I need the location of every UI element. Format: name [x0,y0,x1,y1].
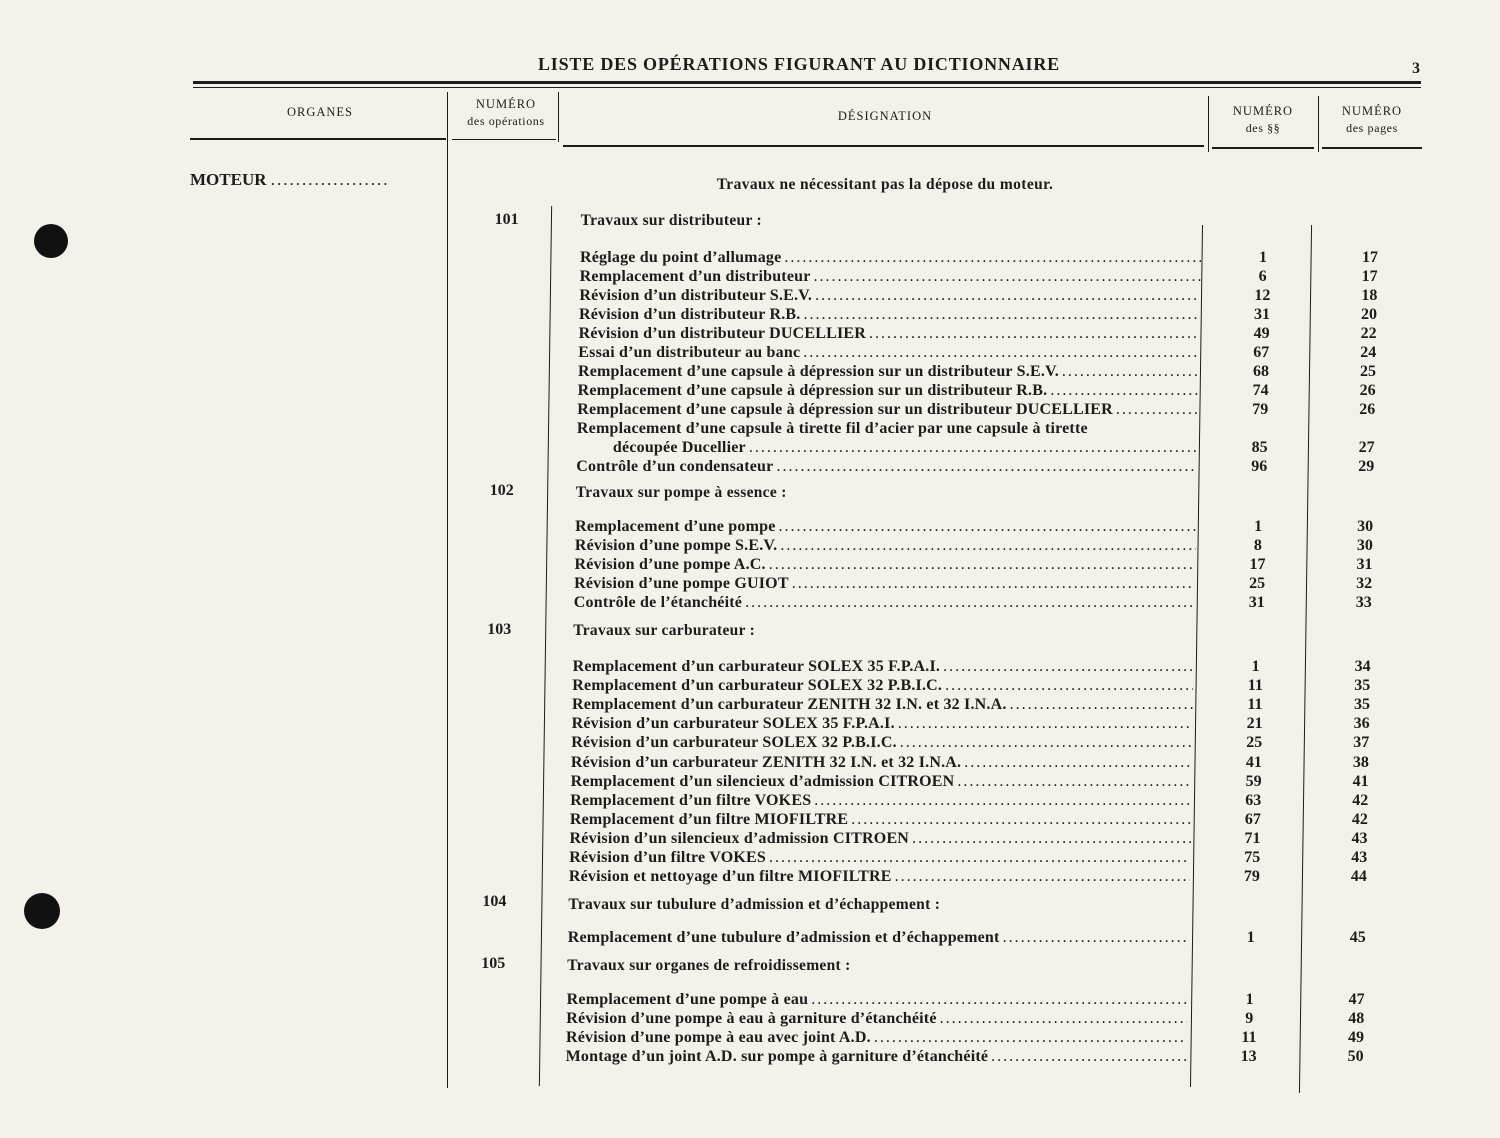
operation-label: Montage d’un joint A.D. sur pompe à garniture d’étanchéité . . . [566,1047,1187,1066]
operation-label: Remplacement d’un carburateur SOLEX 32 P.B.I.C. . . . [572,676,1193,695]
operation-label: Remplacement d’une tubulure d’admission et d’échappement . . . [568,928,1189,947]
paragraph-number: 75 [1244,849,1261,866]
operation-label: Révision d’un distributeur DUCELLIER . . . [579,324,1200,343]
column-header-operations-line1: NUMÉRO [475,97,537,111]
paragraph-number: 79 [1252,401,1269,418]
page-reference: 50 [1347,1048,1364,1066]
page-reference: 43 [1351,829,1368,847]
paragraph-number: 59 [1245,772,1262,790]
operation-label: Révision d’un silencieux d’admission CITROEN . . . [570,829,1191,848]
column-header-pages-line2: des pages [1346,121,1398,135]
page-reference: 27 [1358,439,1375,456]
column-header-paragraphs-line2: des §§ [1245,121,1281,135]
column-rule-para-body [1299,225,1312,1093]
operation-label: Révision d’un filtre VOKES . . . [569,848,1190,867]
operation-row [570,829,1191,848]
page-reference: 36 [1353,715,1370,733]
operation-row [576,457,1197,476]
punch-hole-top [34,224,68,258]
operation-row [568,928,1189,947]
page-reference: 37 [1353,734,1370,752]
paragraph-number: 25 [1249,575,1266,592]
paragraph-number: 67 [1253,344,1270,361]
operation-row [571,772,1192,791]
operation-row [575,536,1196,555]
operation-label: Révision d’une pompe S.E.V. . . . [575,536,1196,555]
paragraph-number: 1 [1259,249,1267,266]
operation-label: Remplacement d’un carburateur ZENITH 32 I.N. et 32 I.N.A. . . . [572,695,1193,714]
operation-label: Remplacement d’une capsule à dépression sur un distributeur R.B. . . . [578,381,1199,400]
header-rule-ops [452,139,556,140]
page-reference: 38 [1352,753,1369,771]
paragraph-number: 68 [1252,363,1269,380]
section-title: Travaux sur pompe à essence : [575,484,787,501]
operation-row [575,517,1196,536]
page-reference: 32 [1356,575,1373,592]
operation-row [572,676,1193,695]
page-reference: 44 [1350,868,1367,886]
page-reference: 29 [1358,458,1375,475]
operation-label: Révision d’une pompe à eau à garniture d’étanchéité . . . [566,1009,1187,1028]
column-rule-ops-body [539,206,552,1086]
column-header-pages [1322,103,1422,137]
page-reference: 31 [1356,556,1373,573]
paragraph-number: 11 [1241,1029,1257,1047]
operation-row [566,1047,1187,1066]
column-header-designation-label: DÉSIGNATION [837,109,933,123]
operation-label: Révision d’une pompe A.C. . . . [574,555,1195,574]
section-number: 101 [494,211,519,228]
paragraph-number: 6 [1258,268,1267,285]
section-title: Travaux sur tubulure d’admission et d’échappement : [568,896,941,913]
page-reference: 42 [1351,810,1368,828]
page-reference: 18 [1361,287,1378,304]
operation-row [577,419,1198,457]
page-reference: 17 [1362,249,1378,266]
operation-row [572,695,1193,714]
paragraph-number: 9 [1245,1010,1254,1028]
paragraph-number: 11 [1247,677,1263,695]
operation-row [574,593,1195,612]
section-number: 103 [487,621,512,638]
operation-label: Révision d’un carburateur SOLEX 32 P.B.I.C. . . . [571,733,1192,752]
header-rule-organes [190,138,446,140]
organe-name: MOTEUR [190,170,267,189]
operation-label: Contrôle d’un condensateur . . . [576,457,1197,476]
page-reference: 41 [1352,772,1369,790]
operation-label: Remplacement d’un filtre VOKES . . . [570,791,1191,810]
section-number: 105 [481,955,506,972]
section-number: 102 [489,482,514,499]
operation-label: Remplacement d’une capsule à dépression sur un distributeur S.E.V. . . . [578,362,1199,381]
column-header-pages-line1: NUMÉRO [1341,104,1403,118]
operation-row [579,286,1200,305]
page-reference: 47 [1348,991,1365,1008]
operation-row [571,753,1192,772]
operation-row [574,574,1195,593]
operation-label: Révision et nettoyage d’un filtre MIOFILTRE . . . [569,867,1190,886]
page-reference: 17 [1361,268,1378,285]
paragraph-number: 1 [1251,658,1260,675]
column-header-organes [250,104,390,121]
column-header-operations [450,96,562,130]
page-reference: 26 [1359,382,1376,399]
operation-row [579,324,1200,343]
operation-label: Essai d’un distributeur au banc . . . [578,343,1199,362]
paragraph-number: 71 [1244,829,1261,847]
operation-label: Remplacement d’une pompe à eau . . . [567,990,1188,1009]
operation-row [566,1009,1187,1028]
top-rule-thin [193,87,1421,88]
operation-row [574,555,1195,574]
paragraph-number: 41 [1245,753,1262,771]
page-reference: 48 [1348,1010,1365,1028]
operation-label: Révision d’un distributeur S.E.V. . . . [579,286,1200,305]
page-reference: 24 [1360,344,1377,361]
operation-label: Révision d’un distributeur R.B. . . . [579,305,1200,324]
operation-row [579,305,1200,324]
section-number: 104 [482,893,507,910]
operation-label-line1: Remplacement d’une capsule à tirette fil d’acier par une capsule à tirette [576,420,1088,437]
page-reference: 22 [1360,325,1377,342]
operation-label: Remplacement d’une pompe . . . [575,517,1196,536]
header-rule-para [1212,147,1314,149]
operation-label: Révision d’une pompe à eau avec joint A.D. . . . [566,1028,1187,1047]
operation-label: Réglage du point d’allumage . . . [580,248,1201,267]
operation-row [578,343,1199,362]
operation-label: Remplacement d’un distributeur . . . [580,267,1201,286]
paragraph-number: 13 [1240,1048,1257,1066]
paragraph-number: 17 [1249,556,1266,573]
paragraph-number: 8 [1253,537,1262,554]
punch-hole-bottom [24,893,60,929]
page-reference: 35 [1353,696,1370,714]
operation-row [569,867,1190,886]
column-header-paragraphs-line1: NUMÉRO [1232,104,1294,118]
operation-row [567,990,1188,1009]
paragraph-number: 85 [1251,439,1268,456]
operation-label: Remplacement d’un silencieux d’admission CITROEN . . . [571,772,1192,791]
section-title: Travaux sur distributeur : [580,212,762,229]
organe-leader: ................... [270,170,390,189]
paragraph-number: 1 [1245,991,1254,1008]
paragraph-number: 31 [1248,594,1265,611]
operation-row [578,381,1199,400]
page-number: 3 [1412,60,1420,77]
page-reference: 30 [1357,518,1374,535]
header-rule-designation [563,145,1204,147]
page-reference: 25 [1359,363,1376,380]
operation-label: Contrôle de l’étanchéité . . . [574,593,1195,612]
paragraph-number: 31 [1253,306,1270,323]
operation-label: Remplacement d’un carburateur SOLEX 35 F.P.A.I. . . . [573,657,1194,676]
page-reference: 42 [1352,791,1369,809]
paragraph-number: 1 [1254,518,1263,535]
operation-label: Révision d’un carburateur SOLEX 35 F.P.A.I. . . . [572,714,1193,733]
operation-row [569,848,1190,867]
paragraph-number: 11 [1247,696,1263,714]
paragraph-number: 96 [1251,458,1268,475]
operation-row [580,248,1201,267]
intro-heading: Travaux ne nécessitant pas la dépose du moteur. [716,176,1054,193]
operation-label: Remplacement d’un filtre MIOFILTRE . . . [570,810,1191,829]
column-rule-para [1318,96,1319,152]
column-header-organes-label: ORGANES [286,105,354,119]
operation-row [577,400,1198,419]
operation-row [580,267,1201,286]
section-title: Travaux sur carburateur : [573,622,756,639]
page-reference: 34 [1354,658,1371,675]
operation-row [566,1028,1187,1047]
operation-label: Remplacement d’une capsule à dépression sur un distributeur DUCELLIER . . . [577,400,1198,419]
page-reference: 33 [1355,594,1372,611]
page-title: LISTE DES OPÉRATIONS FIGURANT AU DICTIONNAIRE [538,54,1060,74]
paragraph-number: 49 [1253,325,1270,342]
operation-label [577,419,1198,457]
page-reference: 49 [1347,1029,1364,1047]
column-rule-designation [1208,96,1209,152]
page-reference: 45 [1349,929,1366,946]
operation-label: Révision d’une pompe GUIOT . . . [574,574,1195,593]
page-reference: 43 [1351,849,1368,866]
column-rule-organes [447,92,448,1088]
operation-label: Révision d’un carburateur ZENITH 32 I.N. et 32 I.N.A. . . . [571,753,1192,772]
operation-row [570,810,1191,829]
page-reference: 30 [1356,537,1373,554]
page-reference: 20 [1360,306,1377,323]
paragraph-number: 25 [1246,734,1263,752]
section-title: Travaux sur organes de refroidissement : [567,957,851,974]
paragraph-number: 21 [1246,715,1263,733]
operation-label-line2: découpée Ducellier . . . [577,438,1198,457]
paragraph-number: 1 [1246,929,1255,946]
paragraph-number: 12 [1254,287,1271,304]
paragraph-number: 79 [1243,868,1260,886]
header-rule-pages [1322,147,1422,149]
operation-row [570,791,1191,810]
organe-label [190,170,445,190]
column-header-designation [780,108,990,125]
paragraph-number: 74 [1252,382,1269,399]
column-header-paragraphs [1214,103,1312,137]
page-reference: 26 [1359,401,1376,418]
column-header-operations-line2: des opérations [467,114,545,128]
paragraph-number: 63 [1245,791,1262,809]
top-rule-thick [193,81,1421,84]
operation-row [578,362,1199,381]
operation-row [572,714,1193,733]
operation-row [573,657,1194,676]
paragraph-number: 67 [1244,810,1261,828]
operation-row [571,733,1192,752]
page-reference: 35 [1354,677,1371,695]
